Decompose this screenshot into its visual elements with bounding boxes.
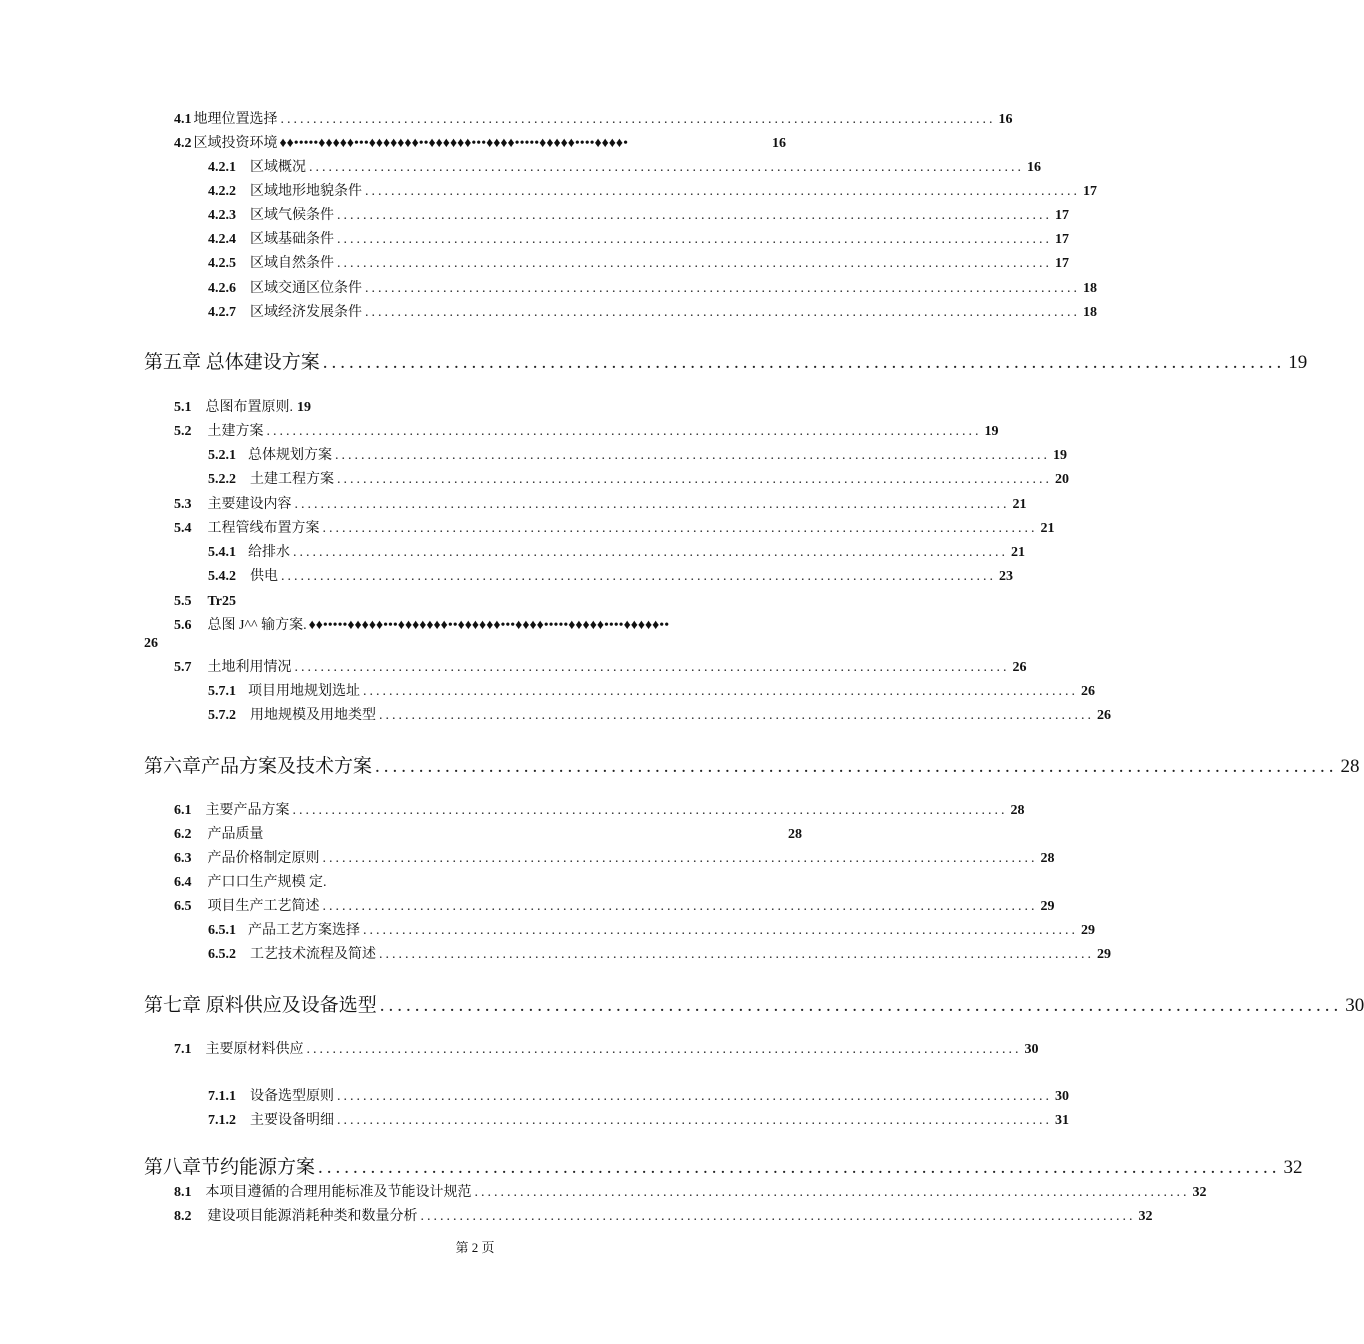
toc-page-number: 16	[998, 112, 1013, 127]
toc-leader: ..............................................................................................................	[309, 160, 1024, 175]
toc-number: 4.1	[174, 112, 192, 127]
toc-title: 区域投资环境	[193, 136, 278, 151]
toc-entry-6-3[interactable]	[174, 849, 1055, 869]
toc-entry-5-4-2[interactable]	[208, 567, 1013, 587]
toc-leader: ..............................................................................................................	[363, 684, 1078, 699]
toc-entry-4-2-7[interactable]	[208, 303, 1097, 323]
toc-entry-5-2-1[interactable]	[208, 446, 1067, 466]
toc-page-number: 32	[1138, 1209, 1153, 1224]
toc-page-number: 16	[1027, 160, 1041, 175]
toc-leader: ..............................................................................................................	[318, 1157, 1281, 1178]
toc-number: 8.1	[174, 1185, 192, 1200]
toc-number: 5.2	[174, 424, 192, 439]
toc-title: 土建工程方案	[250, 472, 334, 487]
toc-number: 5.4.1	[208, 545, 236, 560]
toc-page-number: 32	[1192, 1185, 1207, 1200]
toc-leader: ..............................................................................................................	[365, 281, 1080, 296]
toc-number: 7.1.1	[208, 1089, 236, 1104]
toc-leader: ..............................................................................................................	[306, 1042, 1022, 1057]
toc-page-number: 28	[1040, 851, 1055, 866]
toc-entry-5-7-1[interactable]	[208, 682, 1095, 702]
toc-title: 主要产品方案	[205, 803, 290, 818]
toc-page-number: 32	[1283, 1157, 1303, 1178]
toc-number: 6.1	[174, 803, 192, 818]
toc-page-number: 19	[984, 424, 999, 439]
toc-title: 土建方案	[207, 424, 264, 439]
toc-number: 8.2	[174, 1209, 192, 1224]
toc-page-number: 30	[1024, 1042, 1039, 1057]
toc-chapter-8[interactable]	[144, 1155, 1303, 1181]
toc-page-number: 18	[1083, 305, 1097, 320]
toc-entry-5-3[interactable]	[174, 495, 1027, 515]
toc-entry-5-7[interactable]	[174, 658, 1027, 678]
toc-title: 设备选型原则	[250, 1089, 334, 1104]
toc-leader: ..............................................................................................................	[474, 1185, 1190, 1200]
toc-chapter-6[interactable]	[144, 754, 1360, 780]
toc-title: 主要原材料供应	[205, 1042, 304, 1057]
toc-leader: ..............................................................................................................	[322, 899, 1038, 914]
toc-page-number: 16	[772, 136, 786, 151]
toc-leader: ..............................................................................................................	[293, 545, 1008, 560]
toc-entry-8-1[interactable]	[174, 1183, 1207, 1203]
toc-entry-6-5[interactable]	[174, 897, 1055, 917]
toc-page-number: 19	[1053, 448, 1067, 463]
toc-title: 产口口生产规模 定.	[207, 875, 327, 890]
toc-page-number: 28	[788, 827, 802, 842]
toc-title: 本项目遵循的合理用能标准及节能设计规范	[205, 1185, 472, 1200]
toc-number: 4.2.2	[208, 184, 236, 199]
toc-title: 第五章 总体建设方案	[144, 352, 320, 373]
toc-entry-4-2-6[interactable]	[208, 279, 1097, 299]
toc-entry-6-4[interactable]	[174, 873, 474, 893]
toc-number: 5.2.2	[208, 472, 236, 487]
toc-page-number: 21	[1012, 497, 1027, 512]
toc-leader: ..............................................................................................................	[375, 756, 1338, 777]
toc-title: 工程管线布置方案	[207, 521, 320, 536]
toc-number: 5.3	[174, 497, 192, 512]
toc-leader: ..............................................................................................................	[322, 352, 1286, 373]
toc-entry-7-1[interactable]	[174, 1040, 1039, 1060]
toc-entry-4-1[interactable]	[174, 110, 1013, 130]
toc-title: 产品工艺方案选择	[248, 923, 360, 938]
toc-number: 6.5.2	[208, 947, 236, 962]
toc-page-number: 17	[1055, 208, 1069, 223]
toc-number: 7.1.2	[208, 1113, 236, 1128]
toc-number: 4.2.1	[208, 160, 236, 175]
toc-title: 产品价格制定原则	[207, 851, 320, 866]
toc-number: 6.4	[174, 875, 192, 890]
toc-title: 第七章 原料供应及设备选型	[144, 995, 377, 1016]
toc-number: 6.5	[174, 899, 192, 914]
toc-entry-5-2[interactable]	[174, 422, 999, 442]
toc-entry-7-1-2[interactable]	[208, 1111, 1069, 1131]
toc-entry-5-7-2[interactable]	[208, 706, 1111, 726]
toc-entry-4-2-4[interactable]	[208, 230, 1069, 250]
toc-title: Tr25	[207, 594, 237, 609]
toc-page-number: 20	[1055, 472, 1069, 487]
toc-leader: ..............................................................................................................	[337, 1113, 1052, 1128]
toc-page-number: 23	[999, 569, 1013, 584]
toc-leader: ..............................................................................................................	[266, 424, 982, 439]
toc-chapter-7[interactable]	[144, 993, 1364, 1019]
toc-leader: ..............................................................................................................	[337, 256, 1052, 271]
toc-title: 主要建设内容	[207, 497, 292, 512]
toc-number: 5.5	[174, 594, 192, 609]
toc-title: 总体规划方案	[248, 448, 332, 463]
toc-number: 4.2.5	[208, 256, 236, 271]
toc-leader: ..............................................................................................................	[294, 660, 1010, 675]
toc-page-number: 19	[297, 400, 311, 415]
toc-entry-6-2[interactable]	[174, 825, 802, 845]
toc-entry-5-5[interactable]	[174, 592, 474, 612]
toc-page-number: 17	[1055, 256, 1069, 271]
toc-leader: ..............................................................................................................	[280, 112, 996, 127]
toc-leader: ♦♦•••••♦♦♦♦♦•••♦♦♦♦♦♦♦••♦♦♦♦♦♦•••♦♦♦♦•••••♦♦♦♦♦••••♦♦♦♦•	[279, 136, 628, 151]
toc-number: 5.7	[174, 660, 192, 675]
toc-number: 4.2.6	[208, 281, 236, 296]
toc-page-number: 28	[1010, 803, 1025, 818]
toc-entry-5-4-1[interactable]	[208, 543, 1025, 563]
toc-page-number: 29	[1040, 899, 1055, 914]
toc-leader: ..............................................................................................................	[337, 472, 1052, 487]
toc-title: 项目用地规划选址	[248, 684, 360, 699]
toc-title: 建设项目能源消耗种类和数量分析	[207, 1209, 418, 1224]
toc-leader: ..............................................................................................................	[420, 1209, 1136, 1224]
toc-title: 区域气候条件	[250, 208, 334, 223]
toc-leader: ..............................................................................................................	[322, 851, 1038, 866]
toc-page-number: 21	[1011, 545, 1025, 560]
toc-chapter-5[interactable]	[144, 350, 1308, 376]
toc-page-number: 18	[1083, 281, 1097, 296]
toc-title: 区域自然条件	[250, 256, 334, 271]
toc-page-number: 30	[1055, 1089, 1069, 1104]
toc-page-number: 30	[1345, 995, 1364, 1016]
toc-title: 区域交通区位条件	[250, 281, 362, 296]
toc-title: 区域经济发展条件	[250, 305, 362, 320]
toc-entry-8-2[interactable]	[174, 1207, 1153, 1227]
toc-title: 供电	[250, 569, 278, 584]
toc-entry-6-1[interactable]	[174, 801, 1025, 821]
toc-leader: ..............................................................................................................	[379, 708, 1094, 723]
toc-title: 主要设备明细	[250, 1113, 334, 1128]
toc-leader: ..............................................................................................................	[337, 232, 1052, 247]
toc-entry-5-6[interactable]	[174, 616, 810, 636]
toc-page-number: 26	[1012, 660, 1027, 675]
toc-title: 总图 J^^ 输方案.	[207, 618, 307, 633]
toc-entry-4-2-2[interactable]	[208, 182, 1097, 202]
toc-page-number: 31	[1055, 1113, 1069, 1128]
toc-title: 工艺技术流程及简述	[250, 947, 376, 962]
toc-page-number: 28	[1340, 756, 1360, 777]
toc-title: 区域地形地貌条件	[250, 184, 362, 199]
toc-number: 4.2	[174, 136, 192, 151]
toc-entry-4-2-5[interactable]	[208, 254, 1069, 274]
toc-leader: ♦♦•••••♦♦♦♦♦•••♦♦♦♦♦♦♦••♦♦♦♦♦♦•••♦♦♦♦•••••♦♦♦♦♦••••♦♦♦♦♦••	[308, 618, 670, 633]
toc-leader: ..............................................................................................................	[379, 995, 1343, 1016]
toc-title: 第八章节约能源方案	[144, 1157, 316, 1178]
toc-entry-5-1[interactable]	[174, 398, 802, 418]
toc-number: 5.7.1	[208, 684, 236, 699]
toc-title: 总图布置原则.	[205, 400, 293, 415]
toc-entry-5-6-page	[144, 634, 204, 654]
toc-title: 产品质量	[207, 827, 264, 842]
toc-number: 5.2.1	[208, 448, 236, 463]
toc-number: 6.5.1	[208, 923, 236, 938]
toc-entry-5-4[interactable]	[174, 519, 1055, 539]
toc-leader: ..............................................................................................................	[363, 923, 1078, 938]
toc-leader: ..............................................................................................................	[337, 1089, 1052, 1104]
toc-title: 项目生产工艺简述	[207, 899, 320, 914]
toc-page-number: 26	[1097, 708, 1111, 723]
toc-number: 5.4.2	[208, 569, 236, 584]
toc-page-number: 29	[1097, 947, 1111, 962]
toc-page-number: 26	[144, 636, 158, 651]
page-footer: 第 2 页	[455, 1240, 495, 1255]
toc-number: 5.1	[174, 400, 192, 415]
toc-leader: ..............................................................................................................	[365, 305, 1080, 320]
toc-title: 区域基础条件	[250, 232, 334, 247]
toc-number: 6.3	[174, 851, 192, 866]
toc-page-number: 26	[1081, 684, 1095, 699]
toc-number: 4.2.3	[208, 208, 236, 223]
toc-entry-4-2-1[interactable]	[208, 158, 1041, 178]
toc-number: 4.2.4	[208, 232, 236, 247]
toc-leader: ..............................................................................................................	[335, 448, 1050, 463]
toc-entry-6-5-1[interactable]	[208, 921, 1095, 941]
toc-number: 5.7.2	[208, 708, 236, 723]
toc-title: 第六章产品方案及技术方案	[144, 756, 373, 777]
toc-number: 4.2.7	[208, 305, 236, 320]
toc-title: 给排水	[248, 545, 290, 560]
toc-entry-6-5-2[interactable]	[208, 945, 1111, 965]
toc-leader: ..............................................................................................................	[294, 497, 1010, 512]
toc-entry-7-1-1[interactable]	[208, 1087, 1069, 1107]
toc-leader: ..............................................................................................................	[379, 947, 1094, 962]
toc-title: 土地利用情况	[207, 660, 292, 675]
toc-entry-4-2-3[interactable]	[208, 206, 1069, 226]
toc-page-number: 19	[1288, 352, 1308, 373]
toc-number: 7.1	[174, 1042, 192, 1057]
toc-page-number: 17	[1083, 184, 1097, 199]
toc-number: 5.4	[174, 521, 192, 536]
toc-number: 6.2	[174, 827, 192, 842]
toc-title: 地理位置选择	[193, 112, 278, 127]
toc-leader: ..............................................................................................................	[292, 803, 1008, 818]
toc-entry-5-2-2[interactable]	[208, 470, 1069, 490]
toc-title: 用地规模及用地类型	[250, 708, 376, 723]
toc-page-number: 17	[1055, 232, 1069, 247]
toc-title: 区域概况	[250, 160, 306, 175]
toc-page-number: 29	[1081, 923, 1095, 938]
toc-leader: ..............................................................................................................	[337, 208, 1052, 223]
toc-entry-4-2[interactable]	[174, 134, 786, 154]
toc-leader: ..............................................................................................................	[365, 184, 1080, 199]
toc-page-number: 21	[1040, 521, 1055, 536]
toc-leader: ..............................................................................................................	[322, 521, 1038, 536]
toc-leader: ..............................................................................................................	[281, 569, 996, 584]
toc-number: 5.6	[174, 618, 192, 633]
